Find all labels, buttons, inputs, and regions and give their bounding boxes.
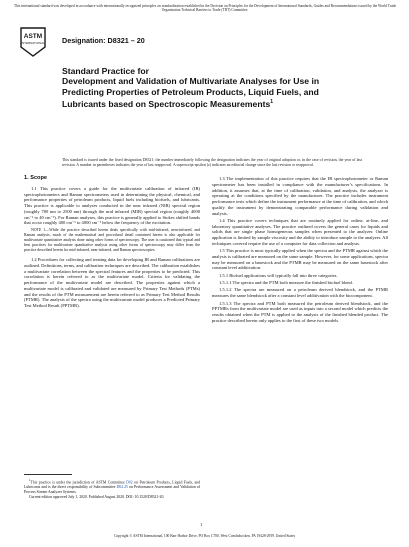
right-column: [212, 176, 388, 325]
title-line-2: Development and Validation of Multivariate Analyses for Use in Predicting Properties of Petroleum Products, Liquid Fuels, and Lubricants based on Spectroscopic Measurements$^1$: [62, 76, 320, 109]
designation: Designation: D8321 – 20: [62, 36, 145, 45]
section-1-1: 1.1 This practice covers a guide for the multivariate calibration of infrared (IR) spectrophotometers and Raman spectrometers used in determining the physical, chemical, and performance properties of petroleum products, liquid fuels including biofuels, and lubricants. This practice is applicable to analyses conducted in the near infrared (NIR) spectral region (roughly 780 nm to 2500 nm) through the mid infrared (MIR) spectral region (roughly 4000 cm⁻¹ to 40 cm⁻¹). For Raman analyses, this practice is generally applied to Stokes shifted bands that occur roughly 400 cm⁻¹ to 4000 cm⁻¹ below the frequency of the excitation.: [24, 185, 200, 226]
title-footnote-marker: 1: [270, 98, 273, 105]
scope-heading: 1. Scope: [24, 175, 48, 181]
section-1-5-1-1: 1.5.1.1 The spectra and the PTM both measure the finished biofuel blend.: [219, 280, 353, 286]
astm-logo: [20, 27, 46, 57]
page-number: 1: [200, 522, 203, 527]
section-1-5-1-2: 1.5.1.2 The spectra are measured on a petroleum derived blendstock, and the PTMR measures the same blendstock after a constant level additivation with the biocomponent.: [212, 287, 388, 299]
title-line-1: Standard Practice for: [62, 66, 149, 76]
document-title: [62, 66, 362, 109]
left-column: [24, 176, 200, 310]
copyright-line: Copyright © ASTM International, 100 Barr Harbor Drive, PO Box C700, West Conshohocken, PA 19428-2959. United States: [113, 534, 296, 538]
section-1-4: 1.4 This practice covers techniques that are routinely applied for online, at-line, and laboratory quantitative analyses. The practice outlined covers the general cases for liquids and solids that are single phase homogeneous samples when presented to the analyzer. Online application is limited by sample viscosity and the ability to introduce sample to the analyzer. All techniques covered require the use of a computer for data collection and analysis.: [212, 217, 388, 246]
footnotes: [24, 478, 200, 500]
footnote-rule: [24, 474, 72, 475]
wto-notice: This international standard was developed in accordance with internationally recognized principles on standardization established in the Decision on Principles for the Development of International Standards, Guides and Recommendations issued by the World Trade Organization Technical Barriers to Trade (TBT) Committee.: [14, 4, 396, 13]
note-1: NOTE 1—While the practice described herein deals specifically with mid-infrared, near-infrared, and Raman analysis, much of the mathematical and procedural detail contained herein is also applicable for multivariate quantitative analysis done using other forms of spectroscopy. The user is cautioned that typical and best practices for multivariate quantitative analysis using other forms of spectroscopy may differ from the practice described herein for mid-infrared, near-infrared, and Raman spectroscopies.: [24, 228, 200, 252]
committee-link[interactable]: D02: [126, 480, 133, 485]
section-1-5-1-3: 1.5.1.3 The spectra and PTM both measured the petroleum derived blendstock, and the PPTMRs from the multivariate model are used as inputs into a second model which predicts the results obtained when the PTM is applied to the analysis of the finished blended product. The practice described herein only applies to the first of these two models.: [212, 300, 388, 323]
section-1-5-1: 1.5.1 Biofuel applications will typically fall into three categories.: [219, 272, 338, 278]
footnote-1: $^1$This practice is under the jurisdiction of ASTM Committee D02 on Petroleum Products, Liquid Fuels, and Lubricants and is the direct responsibility of Subcommittee D02.25 on Performance Assessment and Validation of Process Stream Analyzer Systems.: [24, 478, 201, 495]
svg-text:INTERNATIONAL: INTERNATIONAL: [21, 41, 45, 45]
subcommittee-link[interactable]: D02.25: [116, 485, 128, 490]
section-1-3: 1.3 The implementation of this practice requires that the IR spectrophotometer or Raman spectrometer has been installed in compliance with the manufacturer’s specifications. In addition, it assumes that, at the time of calibration, validation, and analysis, the analyzer is operating at the conditions specified by the manufacturer. The practice includes instrument performance tests which define the instrument performance at the time of calibration, and which qualify the instrument by demonstrating comparable performance during validation and analysis.: [212, 176, 388, 216]
section-1-5: 1.5 This practice is most typically applied when the spectra and the PTMR against which the analysis is calibrated are measured on the same sample. However, for some applications, spectra may be measured on a basestock and the PTMR may be measured on the same basestock after constant level additivation.: [212, 248, 388, 271]
section-1-2: 1.2 Procedures for collecting and treating data for developing IR and Raman calibrations are outlined. Definitions, terms, and calibration techniques are described. The calibration establishes a multivariate correlation between the spectral features and the properties to be predicted. This correlation is herein referred to as the multivariate model. Criteria for validating the performance of the multivariate model are described. The properties against which a multivariate model is calibrated and validated are measured by Primary Test Methods (PTMs) and the results of the PTM measurement are herein referred to as Primary Test Method Results (PTMR). The analysis of the spectra using the multivariate model produces a Predicted Primary Test Method Result (PPTMR).: [24, 257, 200, 308]
designation-notice: This standard is issued under the fixed designation D8321; the number immediately following the designation indicates the year of original adoption or, in the case of revision, the year of last revision. A number in parentheses indicates the year of last reapproval. A superscript epsilon (ε) indicates an editorial change since the last revision or reapproval.: [62, 158, 362, 167]
svg-text:ASTM: ASTM: [23, 33, 43, 40]
footnote-2: Current edition approved July 1, 2020. Published August 2020. DOI: 10.1520/D8321-20.: [29, 494, 165, 499]
